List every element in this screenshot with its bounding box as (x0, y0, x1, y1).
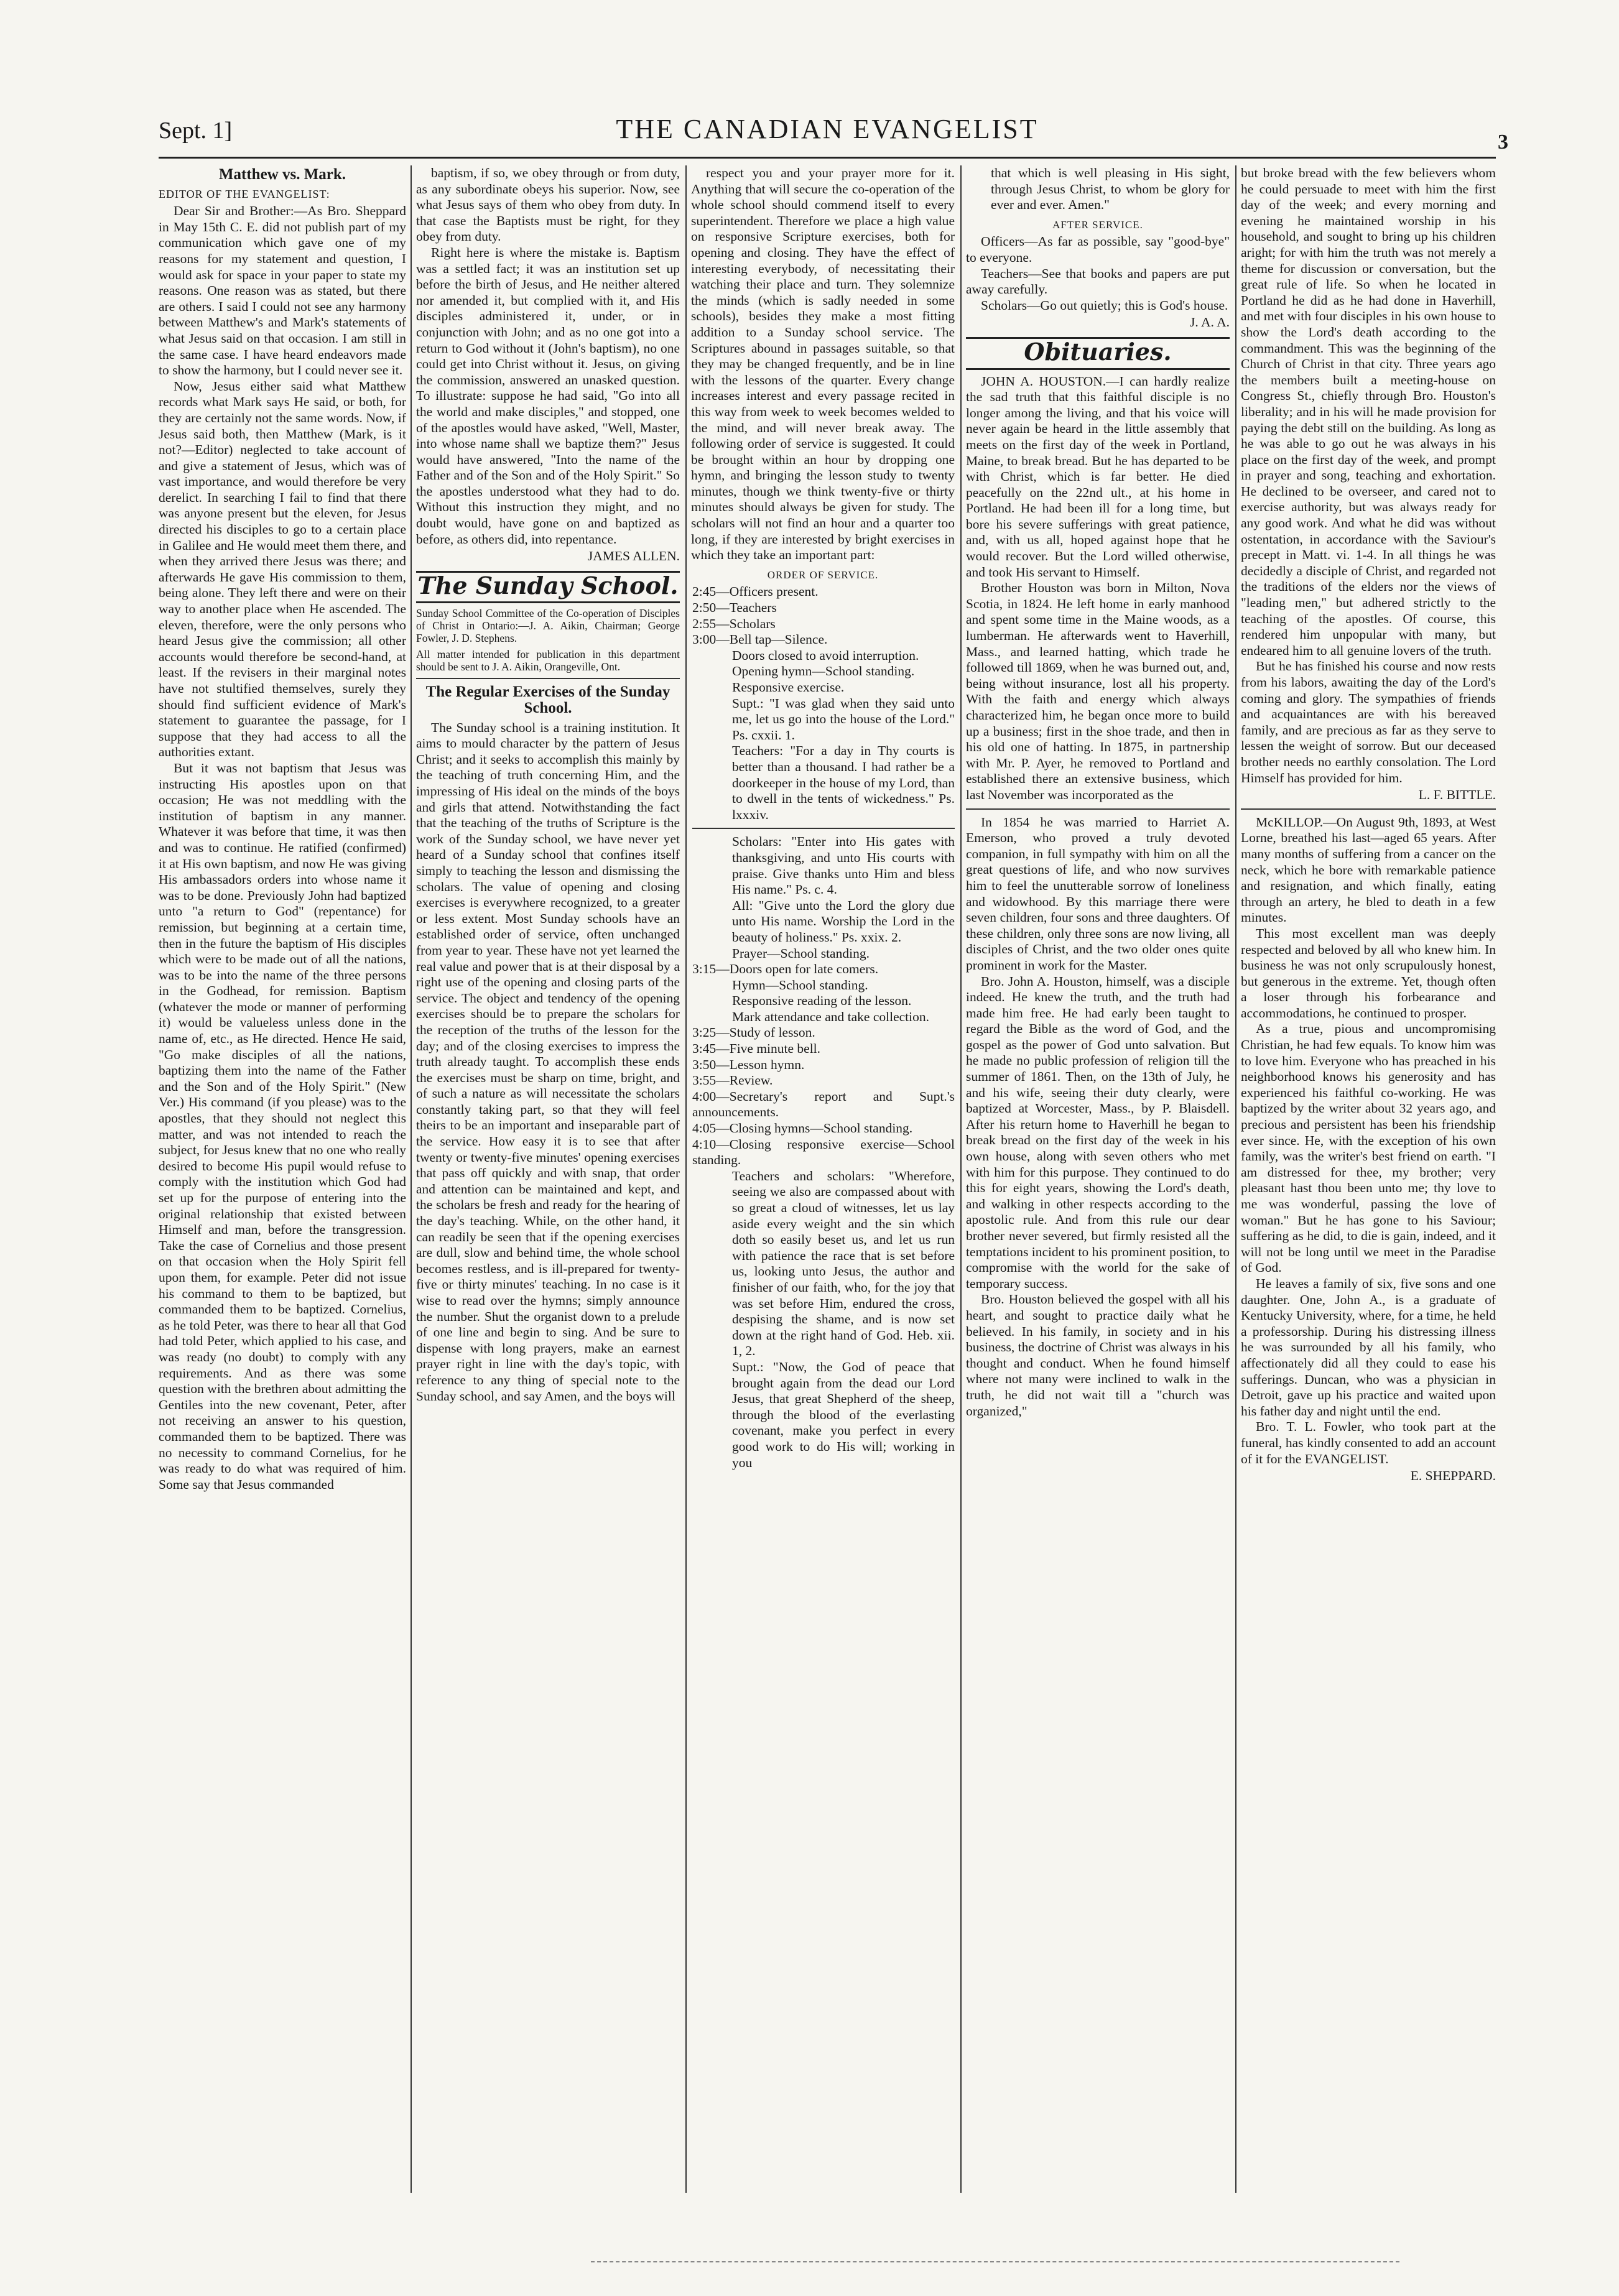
submission-note: All matter intended for publication in this department should be sent to J. A. Aikin, Orangeville, Ont. (416, 648, 680, 674)
article-title: Matthew vs. Mark. (218, 166, 346, 183)
section-heading: The Sunday School. (417, 571, 679, 599)
article-paragraph: baptism, if so, we obey through or from duty, as any subordinate obeys his superior. Now, see what Jesus says of them who obey from duty. In that case the Baptists must be right, for they obey from duty. (416, 165, 680, 244)
author-signature: L. F. BITTLE. (1418, 787, 1496, 803)
obituary-paragraph: This most excellent man was deeply respected and beloved by all who knew him. In business he was not only scrupulously honest, but generous in the extreme. Yet, though often a loser through his forbearance and accommodations, he continued to prosper. (1241, 925, 1496, 1021)
column-4 (966, 165, 1230, 2211)
order-item: 3:15—Doors open for late comers. (692, 961, 879, 977)
divider (692, 828, 955, 829)
after-service-line: Officers—As far as possible, say "good-bye" to everyone. (966, 234, 1230, 265)
order-line: that which is well pleasing in His sight, through Jesus Christ, to whom be glory for ever and ever. Amen." (991, 165, 1230, 213)
obituary-paragraph: He leaves a family of six, five sons and one daughter. One, John A., is a graduate of Kentucky University, where, for a time, he held a professorship. During his distressing illness he was surrounded by all his family, who affectionately did all they could to ease his sufferings. Duncan, who was a physician in Detroit, gave up his practice and waited upon his father day and night until the end. (1241, 1275, 1496, 1419)
page-header (159, 113, 1508, 154)
order-line: Prayer—School standing. (732, 945, 870, 961)
section-heading: Obituaries. (1024, 337, 1172, 366)
order-item: 3:55—Review. (692, 1073, 773, 1088)
column-divider (960, 165, 962, 2193)
author-signature: J. A. A. (1190, 315, 1230, 330)
order-line: Opening hymn—School standing. (732, 664, 915, 679)
obituary-paragraph: Bro. John A. Houston, himself, was a disciple indeed. He knew the truth, and the truth had made him free. He had early been taught to regard the Bible as the word of God, and the gospel as the power of God unto salvation. But he made no public profession of religion till the summer of 1861. Then, on the 13th of July, he and his wife, seeing their duty clearly, were baptized at Worcester, Mass., by P. Blaisdell. After his return home to Haverhill he began to break bread on the first day of the week in his own house, along with seven others who met with him for this purpose. They continued to do this for eight years, showing the Lord's death, and walking in other respects according to the apostolic rule. And from this rule our dear brother never severed, but firmly resisted all the temptations incident to his prominent position, to compromise with the world for the sake of temporary success. (966, 973, 1230, 1291)
article-title: The Regular Exercises of the Sunday School. (425, 683, 670, 717)
column-divider (1235, 165, 1236, 2193)
order-item: 3:45—Five minute bell. (692, 1041, 821, 1057)
obituary-paragraph: but broke bread with the few believers whom he could persuade to meet with him the first day of the week; and every morning and evening he maintained worship in his household, and sought to bring up his children aright; for with him the truth was not merely a theme for discussion or conversation, but the great rule of life. So when he located in Portland he did as he had done in Haverhill, and met with four disciples in his own house to show the Lord's death according to the commandment. This was the beginning of the Church of Christ in that city. Three years ago the members built a meeting-house on Congress St., chiefly through Bro. Houston's liberality; and in his will he made provision for paying the debt still on the building. As long as he was able to go out he was always in his place on the first day of the week, and prompt in prayer and song, teaching and exhortation. He declined to be overseer, and cared not to exercise authority, but was always ready for any good work. And what he did was without ostentation, in accordance with the Saviour's precept in Matt. vi. 1-4. In all things he was decidedly a disciple of Christ, and regarded not the traditions of the elders nor the views of "leading men," but adhered strictly to the teaching of the apostles. Of course, this rendered him unpopular with many, but endeared him to all genuine lovers of the truth. (1241, 165, 1496, 658)
column-divider (685, 165, 687, 2193)
article-paragraph: respect you and your prayer more for it. Anything that will secure the co-operation of the whole school should commend itself to every superintendent. Therefore we place a high value on responsive Scripture exercises, both for opening and closing. They have the effect of interesting everybody, of necessitating their watching their place and turn. They solemnize the minds (which is sadly needed in some schools), besides they make a most fitting addition to a Sunday school service. The Scriptures abound in passages suitable, so that they may be changed frequently, and be in line with the lessons of the quarter. Every change increases interest and every passage recited in this way from week to week becomes welded to the mind, and will never break away. The following order of service is suggested. It could be brought within an hour by dropping one hymn, and bringing the lesson study to twenty minutes, though we think twenty-five or thirty minutes should always be given for study. The scholars will not find an hour and a quarter too long, if they are interested by bright exercises in which they take an important part: (691, 165, 955, 563)
order-line: Teachers: "For a day in Thy courts is better than a thousand. I had rather be a doorkeeper in the house of my Lord, than to dwell in the tents of wickedness." Ps. lxxxiv. (732, 743, 955, 822)
article-paragraph: Now, Jesus either said what Matthew records what Mark says He said, or both, for they are certainly not the same words. Now, if Jesus said both, then Matthew (Mark, is it not?—Editor) neglected to take account of and give a statement of Jesus, which was of vast importance, and would therefore be very derelict. In searching I fail to find that there was anyone present but the eleven, for Jesus directed his disciples to go to a certain place in Galilee and He would meet them there, and when they arrived there Jesus was there; and afterwards He gave His commission to them, being alone. They left there and were on their way to another place when He ascended. The eleven, therefore, were the only persons who heard Jesus give the commission; all other accounts would therefore be second-hand, at least. If the revisers in their marginal notes have not stultified themselves, surely they should find sufficient evidence of Mark's statement to guarantee the passage, for I suppose that they had access to all the authorities extant. (159, 378, 406, 760)
obituary-paragraph: JOHN A. HOUSTON.—I can hardly realize the sad truth that this faithful disciple is no longer among the living, and that his voice will never again be heard in the little assembly that meets on the first day of the week in Portland, Maine, to break bread. But he has departed to be with Christ, which is far better. He died peacefully on the 22nd ult., at his home in Portland. He had been ill for a long time, but bore his severe sufferings with great patience, and, with us all, hoped against hope that he would recover. But the Lord willed otherwise, and took His servant to Himself. (966, 373, 1230, 580)
article-paragraph: But it was not baptism that Jesus was instructing His apostles upon on that occasion; He was not meddling with the institution of baptism in any manner. Whatever it was before that time, it was then and was to continue. He ratified (confirmed) it at His own baptism, and now He was giving His ambassadors orders into whose name it was to be done. Previously John had baptized unto "a return to God" (repentance) for remission, but beginning at a certain time, then in the future the baptism of His disciples which were to be made out of all the nations, was to be into the name of the three persons in the Godhead, for remission. Baptism (whatever the mode or manner of performing it) would be valueless unless done in the name of, etc., as He directed. Hence He said, "Go make disciples of all the nations, baptizing them into the name of the Father and the Son and of the Holy Spirit." (New Ver.) His command (if you please) was to the apostles, that they should not neglect this matter, and was not intended to reach the subject, for Jesus knew that no one who really desired to become His pupil would refuse to comply with the institution which God had set up for the purpose of entering into the original relationship that existed between Himself and man, before the transgression. Take the case of Cornelius and those present on that occasion when the Holy Spirit fell upon them, for example. Peter did not issue his command to them to be baptized, but commanded them to be baptized. Cornelius, as he told Peter, was there to hear all that God had told Peter, which applied to his case, and was ready (no doubt) to comply with any requirements. And as there was some question with the brethren about admitting the Gentiles into the new covenant, Peter, after not receiving an answer to his question, commanded them to be baptized. There was no necessity to command Cornelius, for he was ready to do what was required of him. Some say that Jesus commanded (159, 760, 406, 1492)
author-signature: JAMES ALLEN. (587, 549, 680, 564)
after-service-line: Scholars—Go out quietly; this is God's house. (981, 297, 1228, 313)
obituary-paragraph: As a true, pious and uncompromising Christian, he had few equals. To know him was to love him. Everyone who has preached in his neighborhood knows his generosity and has experienced his faithful co-working. He was baptized by the writer about 32 years ago, and precious and persistent has been his friendship ever since. He, with the exception of his own family, was the writer's best friend on earth. "I am distressed for thee, my brother; very pleasant hast thou been unto me; thy love to me was wonderful, passing the love of woman." But he has gone to his Saviour; suffering as he did, to die is gain, indeed, and it will not be long until we meet in the Paradise of God. (1241, 1021, 1496, 1275)
page-number: 3 (1498, 131, 1508, 154)
column-1 (159, 165, 406, 2211)
order-line: All: "Give unto the Lord the glory due unto His name. Worship the Lord in the beauty of holiness." Ps. xxix. 2. (732, 897, 955, 945)
column-2 (416, 165, 680, 2211)
order-item: 2:55—Scholars (692, 616, 776, 631)
obituary-paragraph: McKILLOP.—On August 9th, 1893, at West Lorne, breathed his last—aged 65 years. After many months of suffering from a cancer on the neck, which he bore with remarkable patience and resignation, and which finally, eating through an artery, he bled to death in a few minutes. (1241, 814, 1496, 925)
article-paragraph: The Sunday school is a training institution. It aims to mould character by the pattern of Jesus Christ; and it seeks to accomplish this mainly by the teaching of truth concerning Him, and the impressing of His ideal on the minds of the boys and girls that attend. Notwithstanding the fact that the teaching of the truths of Scripture is the work of the Sunday school, we have never yet heard of a Sunday school that confines itself simply to teaching the lesson and dismissing the scholars. The value of opening and closing exercises is everywhere recognized, to a greater or less extent. Most Sunday schools have an established order of service, often unchanged from year to year. These have not yet learned the real value and power that is at their disposal by a right use of the opening and closing parts of the service. The object and tendency of the opening exercises should be to prepare the scholars for the reception of the truths of the lesson for the day; and of the closing exercises to impress the truth already taught. To accomplish these ends the exercises must be sharp on time, bright, and of such a nature as will necessitate the scholars constantly taking part, so that they will feel theirs to be an important and inseparable part of the service. How easy it is to see that after twenty or twenty-five minutes' opening exercises that pass off quickly and with snap, that order and attention can be maintained and kept, and the scholars be fresh and ready for the hearing of the day's teaching. While, on the other hand, it can readily be seen that if the opening exercises are dull, slow and behind time, the whole school becomes restless, and is ill-prepared for twenty-five or thirty minutes' teaching. In no case is it wise to read over the hymns; simply announce the number. Shut the organist down to a prelude of one line and begin to sing. And be sure to dispense with long prayers, make an earnest prayer right in line with the day's topic, with reference to any thing of special note to the Sunday school, and say Amen, and the boys will (416, 720, 680, 1404)
order-heading: ORDER OF SERVICE. (767, 568, 879, 581)
obituary-paragraph: Bro. Houston believed the gospel with all his heart, and sought to practice daily what he believed. In his family, in society and in his business, the doctrine of Christ was always in his thought and conduct. When he found himself where not many were inclined to walk in the truth, he did not wait till a "church was organized," (966, 1292, 1230, 1419)
article-paragraph: Dear Sir and Brother:—As Bro. Sheppard in May 15th C. E. did not publish part of my communication which gave one of my reasons for my statement and question, I would ask for space in your paper to state my reasons. One reason was as stated, but there are others. I said I could not see any harmony between Matthew's and Mark's statements of what Jesus said on that occasion. I am still in the same case. I have heard endeavors made to show the harmony, but I could never see it. (159, 203, 406, 378)
section-header-box (416, 571, 680, 604)
divider (416, 678, 680, 679)
order-line: Teachers and scholars: "Wherefore, seeing we also are compassed about with so great a cloud of witnesses, let us lay aside every weight and the sin which doth so easily beset us, and let us run with patience the race that is set before us, looking unto Jesus, the author and finisher of our faith, who, for the joy that was set before Him, endured the cross, despising the shame, and is now set down at the right hand of God. Heb. xii. 1, 2. (732, 1168, 955, 1359)
issue-date: Sept. 1] (159, 118, 233, 144)
obituary-paragraph: Brother Houston was born in Milton, Nova Scotia, in 1824. He left home in early manhood and spent some time in the Maine woods, as a lumberman. He afterwards went to Haverhill, Mass., and learned hatting, which trade he followed till 1869, when he was burned out, and, being without insurance, lost all his property. With the faith and energy which always characterized him, he began once more to build up a business; first in the shoe trade, and then in his old one of hatting. In 1875, in partnership with Mr. P. Ayer, he removed to Portland and established there an extensive business, which last November was incorporated as the (966, 580, 1230, 802)
obituary-paragraph: But he has finished his course and now rests from his labors, awaiting the day of the Lord's coming and glory. The sympathies of friends and acquaintances are with his bereaved family, and are precious as far as they serve to lessen the weight of sorrow. But our deceased brother needs no earthly consolation. The Lord Himself has provided for him. (1241, 659, 1496, 785)
column-3 (691, 165, 955, 2211)
column-5 (1241, 165, 1496, 2211)
order-line: Responsive reading of the lesson. (732, 993, 912, 1009)
order-item: 3:50—Lesson hymn. (692, 1057, 805, 1072)
order-line: Supt.: "Now, the God of peace that brought again from the dead our Lord Jesus, that great Shepherd of the sheep, through the blood of the everlasting covenant, make you perfect in every good work to do His will; working in you (732, 1359, 955, 1470)
editor-salutation: EDITOR OF THE EVANGELIST: (159, 187, 330, 200)
order-item: 3:25—Study of lesson. (692, 1025, 815, 1040)
obituary-paragraph: In 1854 he was married to Harriet A. Emerson, who proved a truly devoted companion, in full sympathy with him on all the great questions of life, and who now survives him to feel the unutterable sorrow of loneliness and widowhood. By this marriage there were seven children, four sons and three daughters. Of these children, only three sons are now living, all disciples of Christ, and the two older ones quite prominent in work for the Master. (966, 814, 1230, 973)
order-item: 4:00—Secretary's report and Supt.'s announcements. (692, 1088, 955, 1120)
order-item: 4:10—Closing responsive exercise—School standing. (692, 1136, 955, 1168)
order-item: 2:50—Teachers (692, 600, 777, 616)
order-line: Supt.: "I was glad when they said unto me, let us go into the house of the Lord." Ps. cxxii. 1. (732, 695, 955, 743)
order-line: Scholars: "Enter into His gates with thanksgiving, and unto His courts with praise. Give thanks unto Him and bless His name." Ps. c. 4. (732, 834, 955, 897)
order-line: Mark attendance and take collection. (732, 1009, 929, 1024)
order-of-service (691, 584, 955, 1471)
order-line: Responsive exercise. (732, 680, 845, 695)
author-signature: E. SHEPPARD. (1410, 1468, 1496, 1484)
order-line: Hymn—School standing. (732, 977, 868, 993)
article-paragraph: Right here is where the mistake is. Baptism was a settled fact; it was an institution set up before the birth of Jesus, and He neither altered nor amended it, but complied with it, and His disciples administered it, under, or in conjunction with John; and as no one got into a return to God without it (John's baptism), no one could get into Christ without it. Jesus, on giving the commission, answered an unasked question. To illustrate: suppose he had said, "Go into all the world and make disciples," and stopped, one of the apostles would have asked, "Well, Master, into whose name shall we baptize them?" Jesus would have answered, "Into the name of the Father and of the Son and of the Holy Spirit." So the apostles understood what they had to do. Without this instruction they might, and no doubt would, have gone on and baptized as before, as others did, into repentance. (416, 244, 680, 547)
committee-note: Sunday School Committee of the Co-operation of Disciples of Christ in Ontario:—J. A. Aikin, Chairman; George Fowler, J. D. Stephens. (416, 607, 680, 645)
order-item: 3:00—Bell tap—Silence. (692, 632, 828, 647)
divider (1241, 808, 1496, 810)
order-line: Doors closed to avoid interruption. (732, 647, 919, 663)
newspaper-title: THE CANADIAN EVANGELIST (616, 114, 1039, 144)
divider (966, 808, 1230, 810)
bottom-scan-mark (591, 2261, 1399, 2262)
after-service-line: Teachers—See that books and papers are put away carefully. (966, 266, 1230, 297)
section-header-box (966, 337, 1230, 370)
obituary-paragraph: Bro. T. L. Fowler, who took part at the funeral, has kindly consented to add an account of it for the EVANGELIST. (1241, 1419, 1496, 1466)
header-rule (159, 157, 1496, 159)
after-service-heading: AFTER SERVICE. (1052, 218, 1143, 231)
column-divider (411, 165, 412, 2193)
order-item: 4:05—Closing hymns—School standing. (692, 1121, 913, 1136)
order-item: 2:45—Officers present. (692, 584, 819, 599)
